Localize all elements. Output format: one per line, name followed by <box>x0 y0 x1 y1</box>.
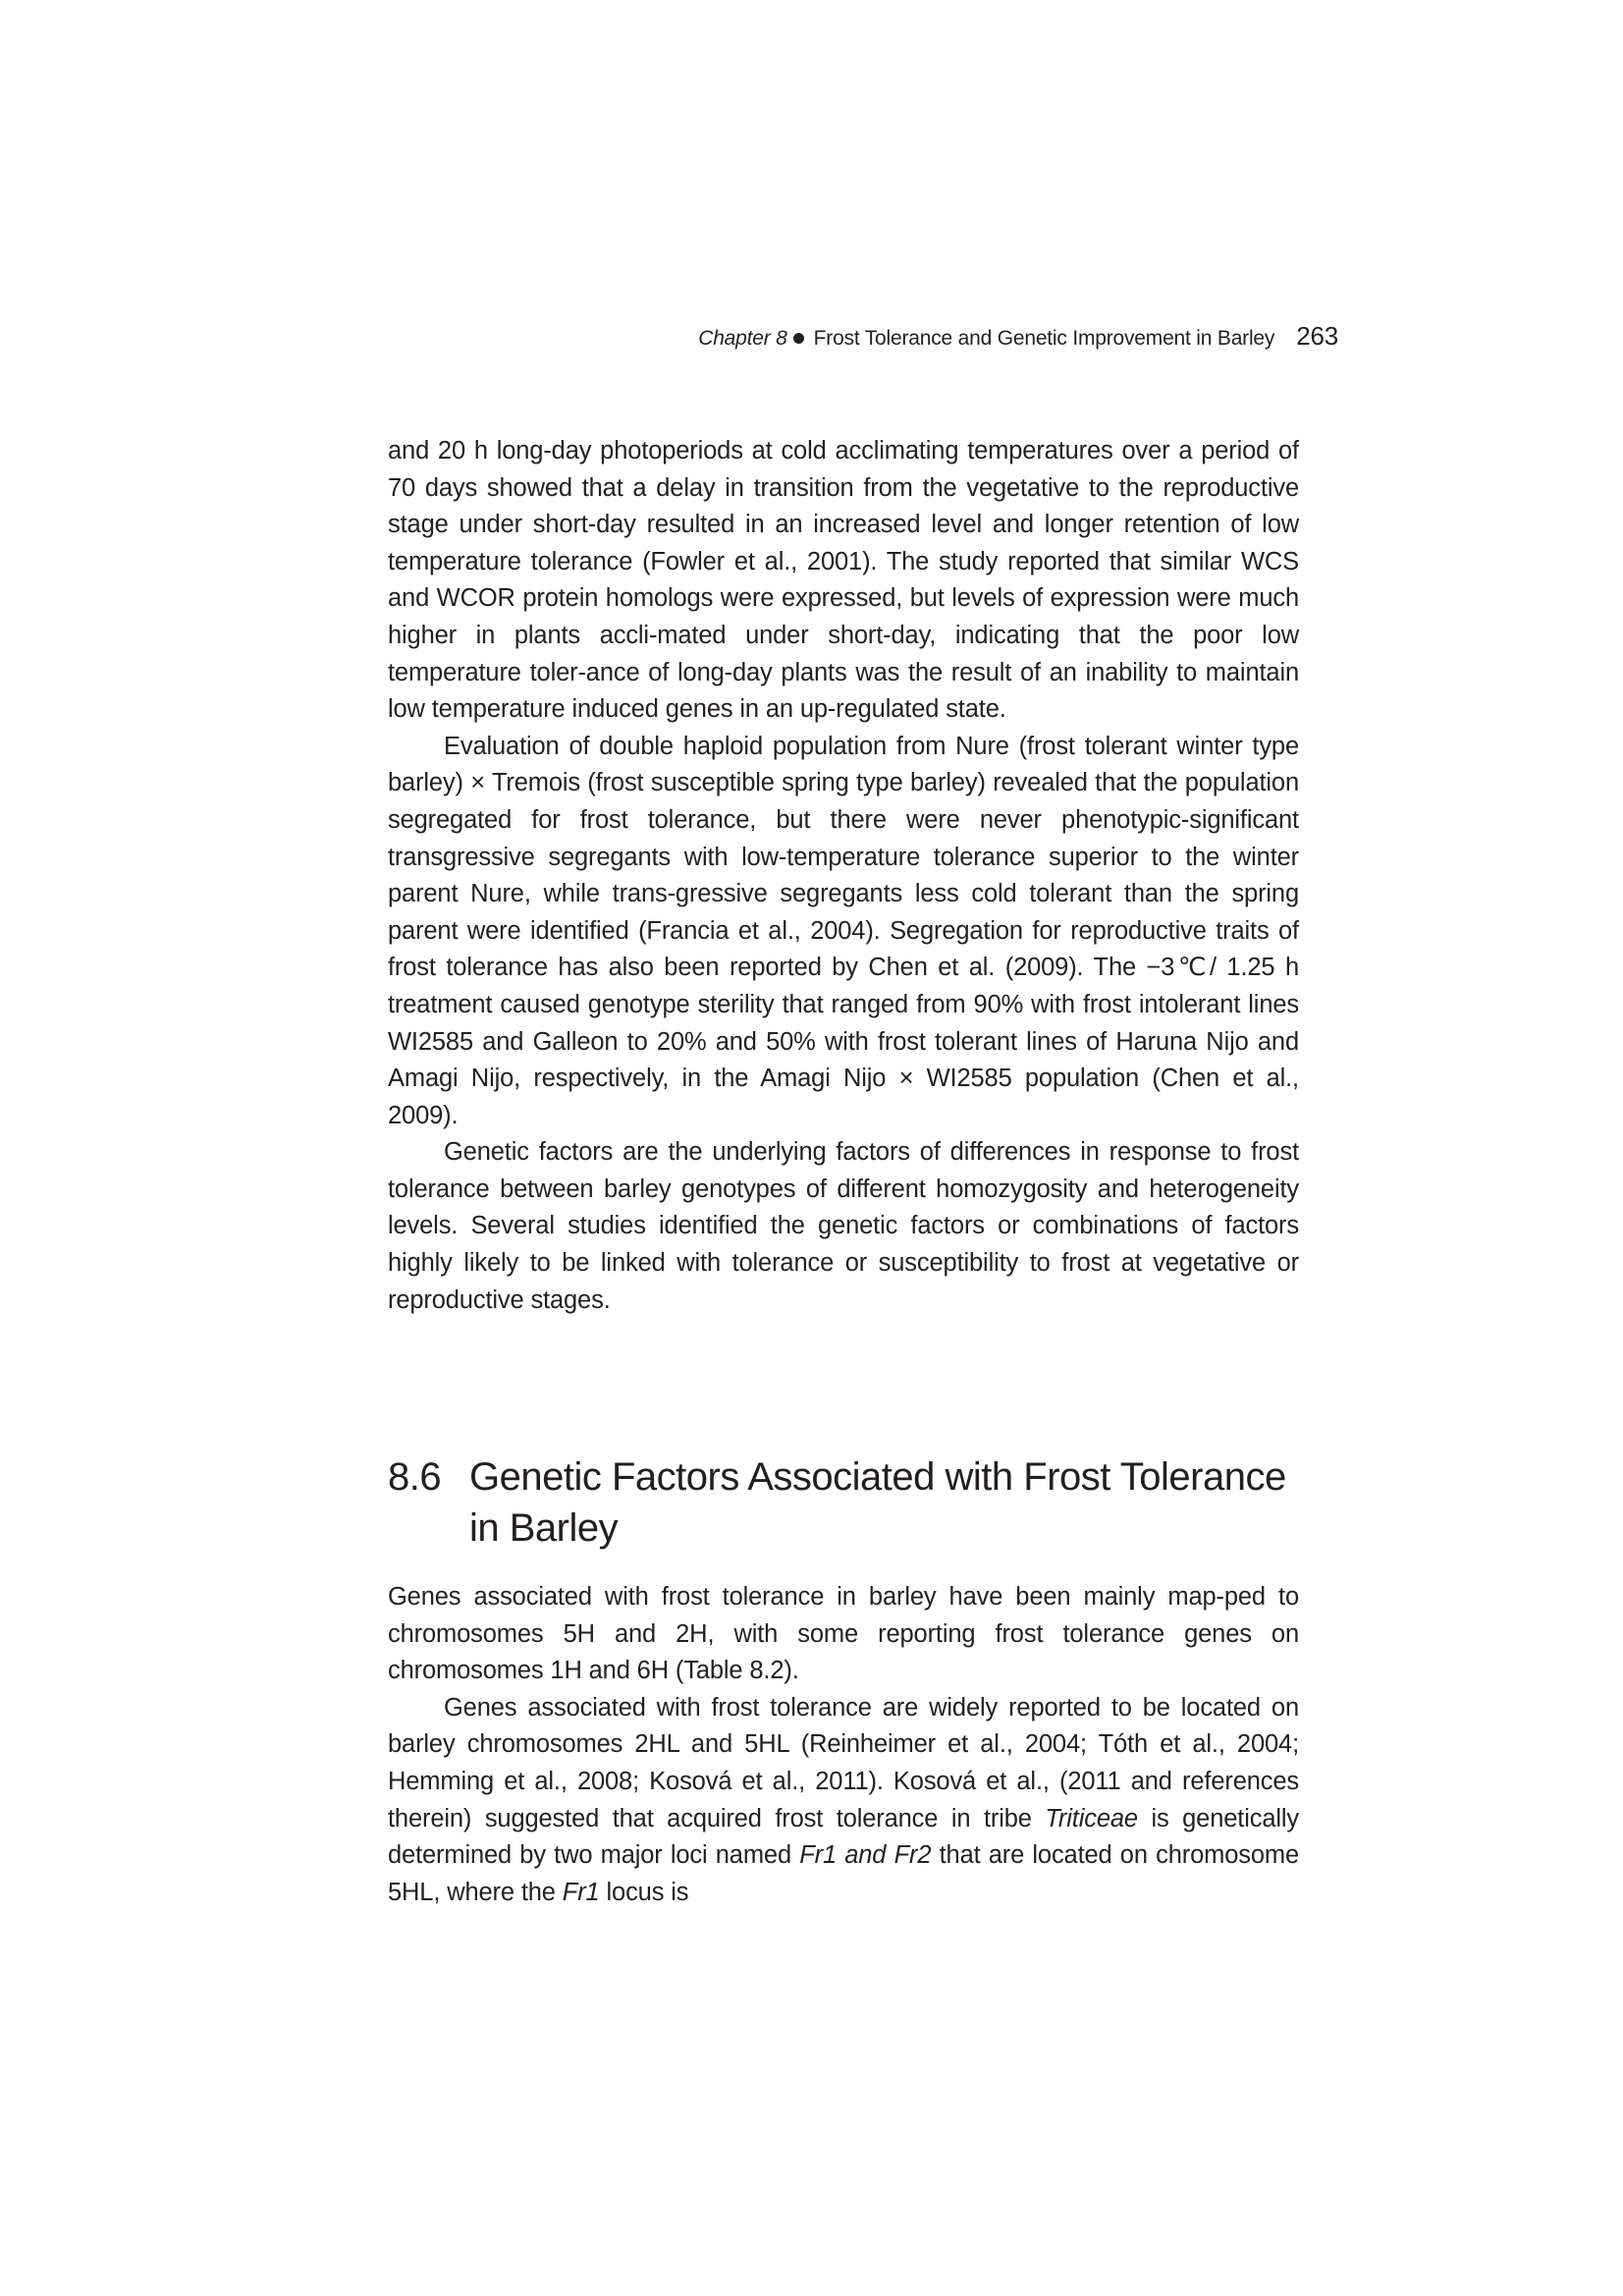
text-run: Genes associated with frost tolerance are widely reported to be located on barley chromosomes 2HL and 5HL (Reinheimer et al., 2004; Tóth et al., 2004; Hemming et al., 2008; Kosová et al., 2011). Kosová et al., (2011 and references therein) suggested that acquired frost tolerance in tribe <box>388 1693 1299 1832</box>
body-text-section-b <box>388 1579 1299 1911</box>
paragraph: and 20 h long-day photoperiods at cold acclimating temperatures over a period of 70 days showed that a delay in transition from the vegetative to the reproductive stage under short-day resulted in an increased level and longer retention of low temperature tolerance (Fowler et al., 2001). The study reported that similar WCS and WCOR protein homologs were expressed, but levels of expression were much higher in plants accli-mated under short-day, indicating that the poor low temperature toler-ance of long-day plants was the result of an inability to maintain low temperature induced genes in an up-regulated state. <box>388 437 1299 724</box>
paragraph: Evaluation of double haploid population from Nure (frost tolerant winter type barley) × Tremois (frost susceptible spring type barley) revealed that the population segregated for frost tolerance, but there were never phenotypic-significant transgressive segregants with low-temperature tolerance superior to the winter parent Nure, while trans-gressive segregants less cold tolerant than the spring parent were identified (Francia et al., 2004). Segregation for reproductive traits of frost tolerance has also been reported by Chen et al. (2009). The −3℃/ 1.25 h treatment caused genotype sterility that ranged from 90% with frost intolerant lines WI2585 and Galleon to 20% and 50% with frost tolerant lines of Haruna Nijo and Amagi Nijo, respectively, in the Amagi Nijo × WI2585 population (Chen et al., 2009). <box>388 732 1299 1129</box>
page-number: 263 <box>1296 321 1338 351</box>
running-head <box>388 321 1338 354</box>
paragraph: Genes associated with frost tolerance in barley have been mainly map-ped to chromosomes 5H and 2H, with some reporting frost tolerance genes on chromosomes 1H and 6H (Table 8.2). <box>388 1583 1299 1685</box>
text-run: that are located on chromosome 5HL, where the <box>388 1841 1299 1906</box>
chapter-title: Frost Tolerance and Genetic Improvement in Barley <box>813 327 1275 350</box>
paragraph: Genetic factors are the underlying factors of differences in response to frost tolerance between barley genotypes of different homozygosity and heterogeneity levels. Several studies identified the genetic factors or combinations of factors highly likely to be linked with tolerance or susceptibility to frost at vegetative or reproductive stages. <box>388 1138 1299 1314</box>
italic-term: Triticeae <box>1045 1804 1138 1832</box>
paragraph <box>388 1690 1299 1912</box>
chapter-label: Chapter 8 <box>698 327 787 350</box>
italic-term: Fr1 and Fr2 <box>799 1841 932 1870</box>
section-heading <box>388 1451 1299 1554</box>
text-run: is genetically determined by two major loci named <box>388 1804 1299 1870</box>
section-title: Genetic Factors Associated with Frost Tolerance in Barley <box>469 1455 1286 1550</box>
bullet-icon <box>793 333 804 344</box>
section-number: 8.6 <box>388 1455 442 1499</box>
body-text-section-a <box>388 433 1299 1319</box>
text-run: locus is <box>599 1878 689 1906</box>
italic-term: Fr1 <box>562 1878 600 1906</box>
